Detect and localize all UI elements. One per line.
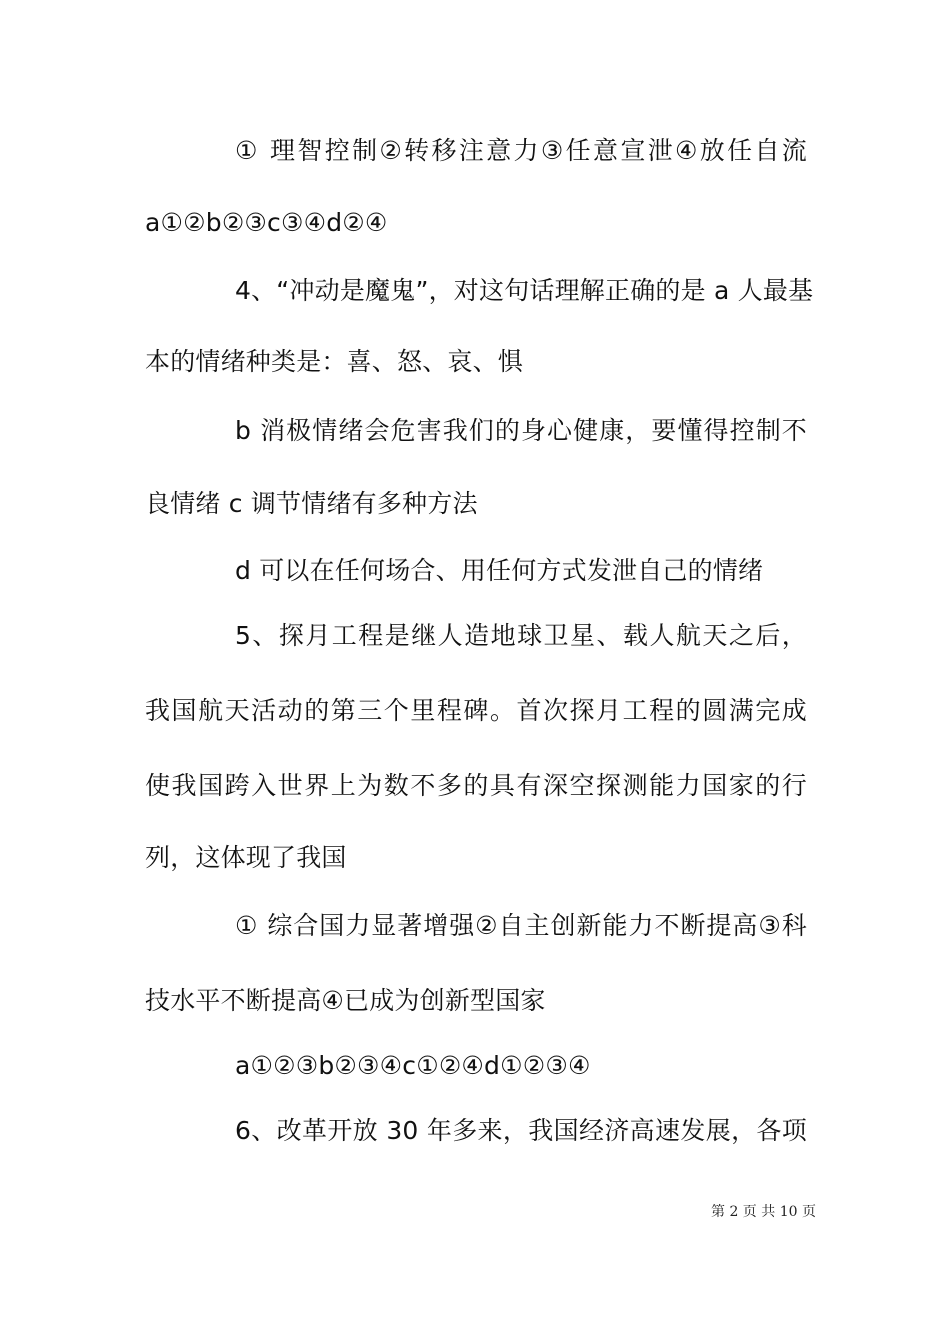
- question-5-line-1: 5、探月工程是继人造地球卫星、载人航天之后，: [235, 621, 807, 650]
- question-5-line-2: 我国航天活动的第三个里程碑。首次探月工程的圆满完成: [145, 696, 807, 725]
- question-5-line-3: 使我国跨入世界上为数不多的具有深空探测能力国家的行: [145, 771, 807, 800]
- answer-choices-line: a①②b②③c③④d②④: [145, 208, 388, 237]
- option-d-line: d 可以在任何场合、用任何方式发泄自己的情绪: [235, 556, 764, 585]
- option-list-line: ① 理智控制②转移注意力③任意宣泄④放任自流: [235, 136, 807, 165]
- question-5-line-4: 列，这体现了我国: [145, 843, 347, 872]
- option-b-line-1: b 消极情绪会危害我们的身心健康，要懂得控制不: [235, 416, 807, 445]
- option-list-line-2: ① 综合国力显著增强②自主创新能力不断提高③科: [235, 911, 807, 940]
- question-6-line-1: 6、改革开放 30 年多来，我国经济高速发展，各项: [235, 1116, 807, 1145]
- option-b-line-2: 良情绪 c 调节情绪有多种方法: [145, 489, 478, 518]
- answer-choices-line-2: a①②③b②③④c①②④d①②③④: [235, 1051, 591, 1080]
- option-list-line-3: 技水平不断提高④已成为创新型国家: [145, 986, 546, 1015]
- question-4-line-1: 4、“冲动是魔鬼”，对这句话理解正确的是 a 人最基: [235, 276, 814, 305]
- question-4-line-2: 本的情绪种类是：喜、怒、哀、惧: [145, 347, 524, 376]
- page-number-footer: 第 2 页 共 10 页: [711, 1204, 816, 1220]
